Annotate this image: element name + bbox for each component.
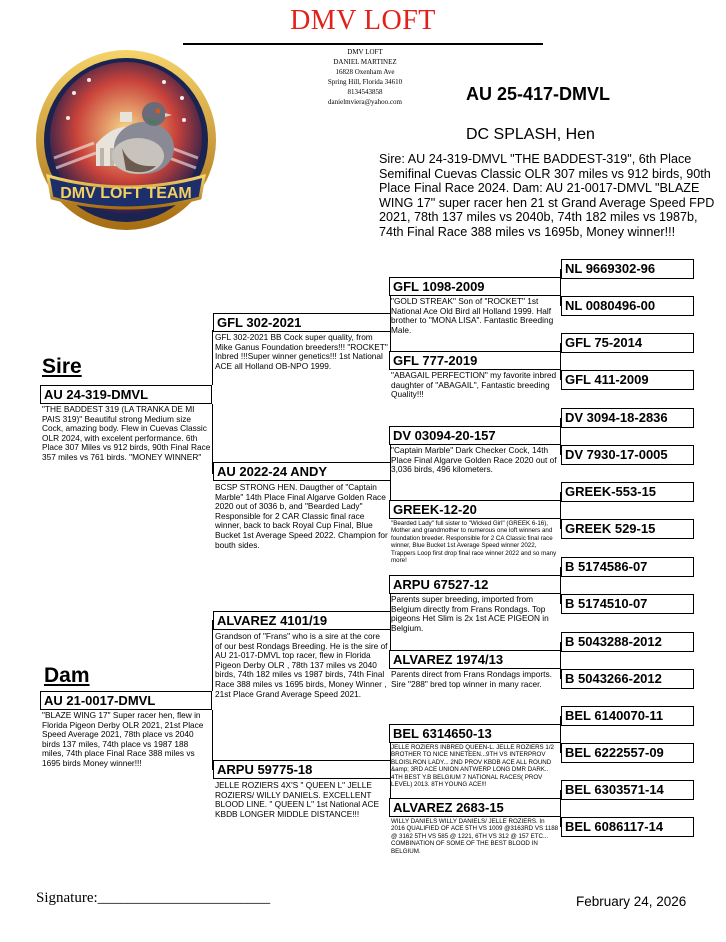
ds-notes: Grandson of "Frans" who is a sire at the core of our best Rondags Breeding. He is the sire of AU 21-017-DMVL top racer, flew in Florida Pigeon Derby OLR , 78th 137 miles vs 2040 birds, 74th 182 miles vs 1987 birds, 74th Final Race 388 miles vs 1695 birds, Money Winner , 21st Place Grand Average Speed 2021. xyxy=(215,632,388,699)
logo-text: DMV LOFT TEAM xyxy=(60,185,192,202)
dss-notes: Parents super breeding, imported from Belgium directly from Frans Rondags. Top pigeons Het Slim is 2x 1st ACE PIGEON in Belgium. xyxy=(391,595,549,633)
dds-band: BEL 6314650-13 xyxy=(389,724,561,743)
signature-line: Signature:_______________________ xyxy=(36,890,271,906)
gen4-band: B 5043288-2012 xyxy=(561,632,694,652)
sd-band: AU 2022-24 ANDY xyxy=(213,462,391,481)
sds-band: DV 03094-20-157 xyxy=(389,426,561,445)
sire-band: AU 24-319-DMVL xyxy=(40,385,212,404)
gen4-band: BEL 6222557-09 xyxy=(561,743,694,763)
subject-description: Sire: AU 24-319-DMVL "THE BADDEST-319", 6th Place Semifinal Cuevas Classic OLR 307 miles vs 912 birds, 90th Place Final Race 2024. Dam: AU 21-0017-DMVL "BLAZE WING 17" super racer hen 21 st Grand Average Speed FPD 2021, 78th 137 miles vs 2040b, 74th 182 miles vs 1987b, 74th Final Race 388 miles vs 1695b, Money winner!!! xyxy=(379,152,715,239)
sss-notes: "GOLD STREAK" Son of "ROCKET" 1st National Ace Old Bird all Holland 1999. Half brother to "MONA LISA". Fantastic Breeding Male. xyxy=(391,297,554,335)
sdd-notes: "Bearded Lady" full sister to "Wicked Girl" (GREEK 6-16), Mother and grandmother to numerous one loft winners and foundation breeder. Responsible for 2 CA Classic final race winner, Blue Bucket 1st Average Speed winner 2022, Trappers Loop first drop final race winner 2022 and so many more! xyxy=(391,520,557,565)
gen4-band: GREEK 529-15 xyxy=(561,519,694,539)
dd-band: ARPU 59775-18 xyxy=(213,760,391,779)
dsd-notes: Parents direct from Frans Rondags imports. Sire "288" bred top winner in many racer. xyxy=(391,670,552,689)
connector xyxy=(212,620,213,691)
address-block xyxy=(300,47,430,107)
gen4-band: DV 7930-17-0005 xyxy=(561,445,694,465)
gen4-band: DV 3094-18-2836 xyxy=(561,408,694,428)
subject-band: AU 25-417-DMVL xyxy=(466,84,611,104)
gen4-band: B 5174510-07 xyxy=(561,594,694,614)
ss-band: GFL 302-2021 xyxy=(213,313,391,332)
address-line: 16828 Oxenham Ave xyxy=(335,68,395,76)
ds-band: ALVAREZ 4101/19 xyxy=(213,611,391,630)
dd-notes: JELLE ROZIERS 4X'S " QUEEN L" JELLE ROZIERS/ WILLY DANIELS. EXCELLENT BLOOD LINE. " QUEEN L" 1st National ACE KBDB LONGER MIDDLE DISTANCE!!! xyxy=(215,781,380,819)
ssd-notes: "ABAGAIL PERFECTION" my favorite inbred daughter of "ABAGAIL", Fantastic breeding Quality!!! xyxy=(391,371,557,400)
address-line: 8134543858 xyxy=(347,88,383,96)
subject-name: DC SPLASH, Hen xyxy=(466,126,595,143)
sire-notes: "THE BADDEST 319 (LA TRANKA DE MI PAIS 319)" Beautiful strong Medium size Cock, amazing body. Flew in Cuevas Classic OLR 2024, with excelent performance. 6th Place 307 Miles vs 912 birds, 90th Final Race 357 miles vs 761 birds. "MONEY WINNER" xyxy=(42,405,211,462)
dsd-band: ALVAREZ 1974/13 xyxy=(389,650,561,669)
ddd-band: ALVAREZ 2683-15 xyxy=(389,798,561,817)
dam-heading: Dam xyxy=(44,664,90,687)
gen4-band: BEL 6086117-14 xyxy=(561,817,694,837)
gen4-band: BEL 6140070-11 xyxy=(561,706,694,726)
loft-title: DMV LOFT xyxy=(290,5,436,36)
gen4-band: NL 0080496-00 xyxy=(561,296,694,316)
gen4-band: GFL 411-2009 xyxy=(561,370,694,390)
dam-notes: "BLAZE WING 17" Super racer hen, flew in Florida Pigeon Derby OLR 2021, 21st Place Speed Average 2021, 78th place vs 2040 birds 137 miles, 74th place vs 1987 188 miles, 74th place Final Race 388 miles vs 1695 birds Money winner!!! xyxy=(42,711,204,768)
sds-notes: "Captain Marble" Dark Checker Cock, 14th Place Final Algarve Golden Race 2020 out of 3,036 birds, 496 kilometers. xyxy=(391,446,557,475)
print-date: February 24, 2026 xyxy=(576,894,687,909)
address-line: DMV LOFT xyxy=(347,48,383,56)
ddd-notes: WILLY DANIELS WILLY DANIELS/ JELLE ROZIERS. In 2016 QUALIFIED OF ACE 5TH VS 1009 @3163RD VS 1188 @ 3162 5TH VS 585 @ 1221, 6TH VS 312 @ 157 ETC... COMBINATION OF SOME OF THE BEST BLOOD IN BELGIUM. xyxy=(391,818,559,855)
address-line: DANIEL MARTINEZ xyxy=(333,58,397,66)
sdd-band: GREEK-12-20 xyxy=(389,500,561,519)
gen4-band: NL 9669302-96 xyxy=(561,259,694,279)
sd-notes: BCSP STRONG HEN. Daugther of "Captain Marble" 14th Place Final Algarve Golden Race 2020 out of 3036 b, and "Bearded Lady" Responsible for 2 CAR Classic final race winner, back to back Royal Cup Final, Blue Bucket 1st Average Speed 2022. Champion for bouth sides. xyxy=(215,483,388,550)
gen4-band: BEL 6303571-14 xyxy=(561,780,694,800)
gen4-band: B 5043266-2012 xyxy=(561,669,694,689)
gen4-band: B 5174586-07 xyxy=(561,557,694,577)
connector xyxy=(212,330,213,385)
title-divider xyxy=(183,43,543,45)
dss-band: ARPU 67527-12 xyxy=(389,575,561,594)
ssd-band: GFL 777-2019 xyxy=(389,351,561,370)
address-line: Spring Hill, Florida 34610 xyxy=(327,78,403,86)
dam-band: AU 21-0017-DMVL xyxy=(40,691,212,710)
address-email: danielmviera@yahoo.com xyxy=(328,98,402,106)
ss-notes: GFL 302-2021 BB Cock super quality, from Mike Ganus Foundation breeders!!! "ROCKET" Inbred !!!Super winner genetics!!! 1st National ACE all Holland OB-NPO 1999. xyxy=(215,333,388,371)
sire-heading: Sire xyxy=(42,355,82,378)
sss-band: GFL 1098-2009 xyxy=(389,277,561,296)
dmv-loft-team-logo xyxy=(34,48,218,232)
gen4-band: GREEK-553-15 xyxy=(561,482,694,502)
gen4-band: GFL 75-2014 xyxy=(561,333,694,353)
dds-notes: JELLE ROZIERS INBRED QUEEN-L. JELLE ROZIERS 1/2 BROTHER TO NICE NINETEEN...9TH VS INTERPROV BLOISLRON LADY... 2ND PROV KBDB ACE ALL ROUND &amp; 3RD ACE UNION ANTWERP LONG DMR DARK.. 4TH BEST Y.B BELGIUM 7 NATIONAL RACES( PROV LEVEL) 2013. 8TH YOUNG ACE!!! xyxy=(391,744,554,789)
